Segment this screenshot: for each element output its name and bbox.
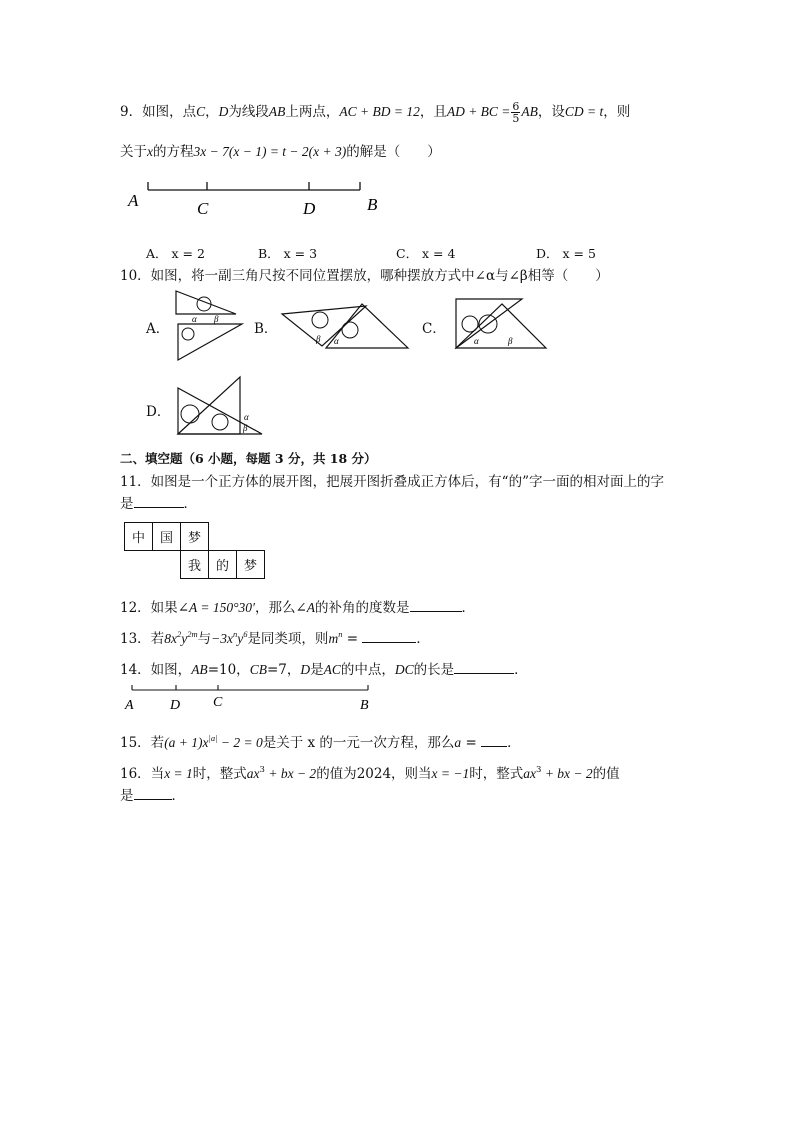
q10-stem: 10．如图，将一副三角尺按不同位置摆放，哪种摆放方式中∠α与∠β相等（ ） — [120, 268, 609, 284]
q10-option-c-label[interactable]: C． — [422, 321, 446, 337]
net-cell: 的 — [209, 551, 237, 579]
q10-figure-a — [170, 288, 246, 364]
q13-answer-blank[interactable] — [362, 630, 416, 643]
q12: 12．如果∠A = 150°30′，那么∠A的补角的度数是 ． — [120, 600, 476, 616]
section-2-heading: 二、填空题（6 小题，每题 3 分，共 18 分） — [120, 451, 377, 466]
net-cell: 中 — [125, 523, 153, 551]
svg-text:β: β — [316, 334, 321, 344]
point-C-label: C — [213, 695, 223, 710]
q10-figure-b — [278, 300, 414, 354]
q14-answer-blank[interactable] — [454, 661, 514, 674]
q16-line2: 是 ． — [120, 788, 185, 804]
point-B-label: B — [360, 698, 369, 713]
point-B-label: B — [367, 195, 378, 214]
svg-text:β: β — [508, 336, 513, 346]
q9-line1: 9．如图，点C，D为线段AB上两点，AC + BD = 12，且AD + BC = $\frac{6}{5}$ AB，设CD = t，则 — [120, 100, 631, 125]
svg-text:α: α — [334, 336, 339, 346]
q9-option-c[interactable]: C． x = 4 — [396, 246, 456, 261]
q15: 15．若$(a + 1)x^{|a|} - 2 = 0$是关于 x 的一元一次方程，那么a = ． — [120, 733, 521, 751]
q11-line1: 11．如图是一个正方体的展开图，把展开图折叠成正方体后，有“的”字一面的相对面上的字 — [120, 474, 664, 490]
q10-option-b-label[interactable]: B． — [254, 321, 278, 337]
q9-option-b[interactable]: B． x = 3 — [258, 246, 318, 261]
point-A-label: A — [128, 191, 139, 210]
svg-text:α: α — [244, 412, 249, 422]
svg-text:α: α — [192, 314, 197, 324]
q12-answer-blank[interactable] — [410, 599, 462, 612]
q16-line1: 16．当x = 1时，整式$ax^3$ + bx − 2的值为2024，则当x = −1时，整式$ax^3$ + bx − 2的值 — [120, 765, 620, 782]
q9-segment-figure — [120, 172, 400, 220]
cube-net — [124, 522, 265, 579]
svg-text:β: β — [243, 423, 248, 433]
point-D-label: D — [303, 199, 316, 218]
q11-line2: 是 ． — [120, 496, 197, 512]
q9-option-a[interactable]: A． x = 2 — [146, 246, 205, 261]
q10-option-d-label[interactable]: D． — [146, 404, 171, 420]
net-cell: 国 — [153, 523, 181, 551]
svg-text:β: β — [214, 314, 219, 324]
fraction-6-5: $\frac{6}{5}$ — [512, 100, 520, 125]
q10-figure-d — [170, 374, 266, 438]
q14-segment-figure — [120, 680, 384, 714]
q11-answer-blank[interactable] — [134, 495, 184, 508]
q14: 14．如图，AB=10，CB=7，D是AC的中点，DC的长是 ． — [120, 662, 528, 678]
q9-line2: 关于x的方程3x − 7(x − 1) = t − 2(x + 3)的解是（ ） — [120, 144, 441, 160]
net-cell: 梦 — [237, 551, 265, 579]
q13: 13．若$8x^2y^{2m}$与$-3x^ny^6$是同类项，则$m^n$ = ． — [120, 629, 430, 647]
svg-text:α: α — [474, 336, 479, 346]
net-cell: 梦 — [181, 523, 209, 551]
q15-answer-blank[interactable] — [481, 734, 507, 747]
point-C-label: C — [197, 199, 209, 218]
point-A-label: A — [125, 698, 134, 713]
net-cell: 我 — [181, 551, 209, 579]
q10-option-a-label[interactable]: A． — [146, 321, 170, 337]
q10-figure-c — [452, 296, 548, 352]
q16-answer-blank[interactable] — [134, 787, 172, 800]
q9-option-d[interactable]: D． x = 5 — [536, 246, 596, 261]
point-D-label: D — [170, 698, 181, 713]
